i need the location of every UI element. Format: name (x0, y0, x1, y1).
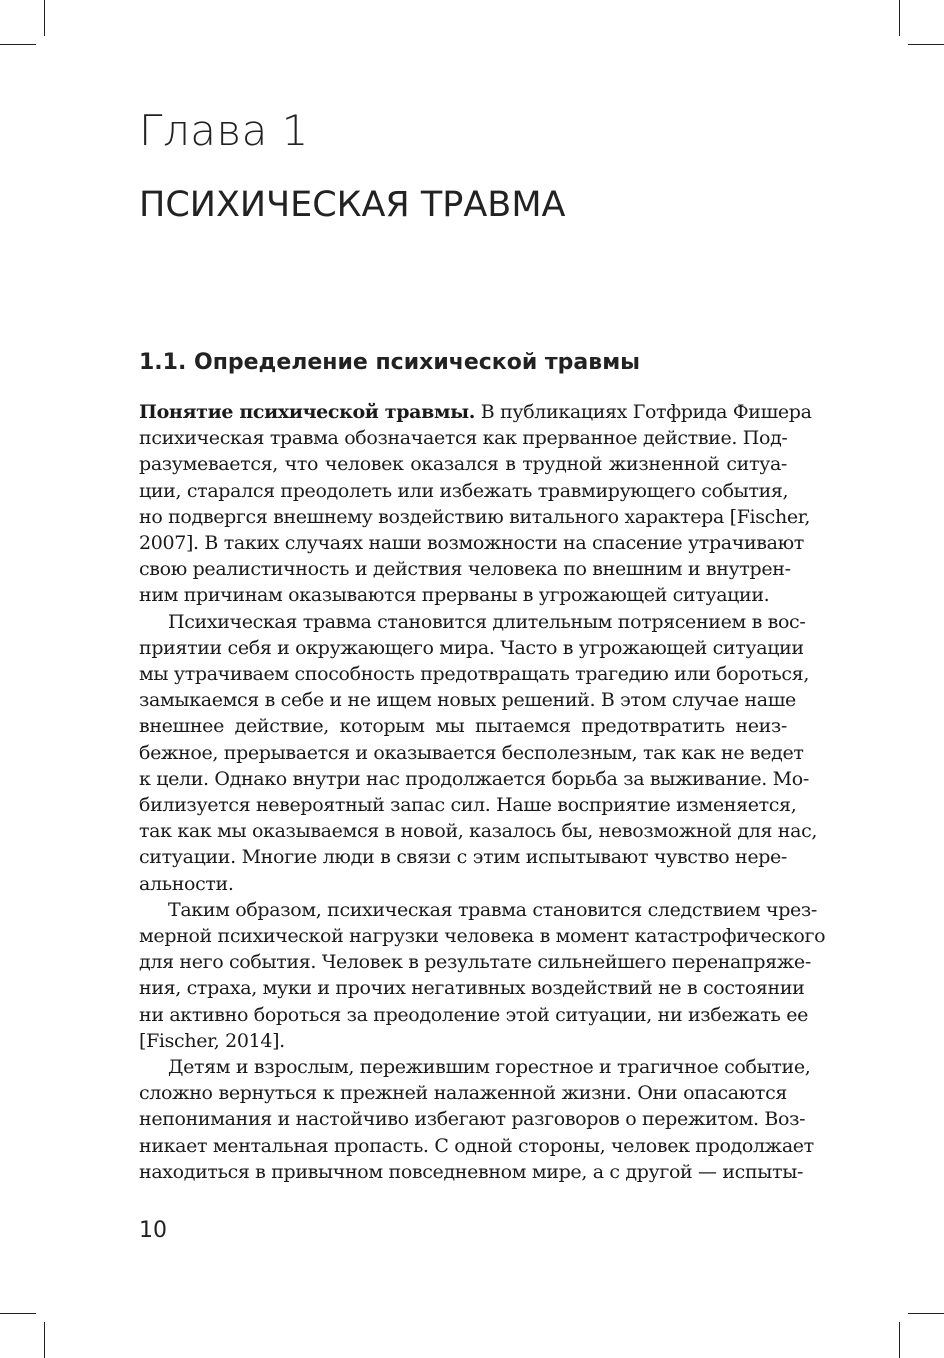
chapter-title: ПСИХИЧЕСКАЯ ТРАВМА (139, 185, 566, 225)
text-line: замыкаемся в себе и не ищем новых решений. В этом случае наше (139, 689, 796, 712)
crop-mark-top-right-vertical (899, 0, 900, 36)
crop-mark-bottom-right-vertical (899, 1322, 900, 1358)
text-line: Понятие психической травмы. В публикациях Готфрида Фишера (139, 401, 812, 423)
text-line: бежное, прерывается и оказывается бесполезным, так как не ведет (139, 741, 804, 764)
text-line: ним причинам оказываются прерваны в угрожающей ситуации. (139, 584, 770, 607)
text-line: мы утрачиваем способность предотвращать трагедию или бороться, (139, 663, 810, 686)
text-line: никает ментальная пропасть. С одной стороны, человек продолжает (139, 1134, 814, 1157)
text-line: находиться в привычном повседневном мире, а с другой — испыты- (139, 1160, 804, 1183)
text-line: ни активно бороться за преодоление этой ситуации, ни избежать ее (139, 1003, 808, 1026)
page-number: 10 (139, 1218, 167, 1243)
text-line: свою реалистичность и действия человека по внешним и внутрен- (139, 558, 791, 581)
paragraph-1 (139, 399, 812, 609)
text-line: Детям и взрослым, пережившим горестное и трагичное событие, (168, 1056, 811, 1079)
crop-mark-top-right-horizontal (908, 44, 944, 45)
crop-mark-bottom-left-vertical (44, 1322, 45, 1358)
text-line: билизуется невероятный запас сил. Наше восприятие изменяется, (139, 794, 797, 817)
text-line: сложно вернуться к прежней налаженной жизни. Они опасаются (139, 1082, 787, 1105)
crop-mark-bottom-right-horizontal (908, 1313, 944, 1314)
text-line: психическая травма обозначается как прерванное действие. Под- (139, 427, 788, 450)
text-line: к цели. Однако внутри нас продолжается борьба за выживание. Мо- (139, 767, 809, 790)
text-line: внешнее действие, которым мы пытаемся предотвратить неиз- (139, 715, 787, 738)
crop-mark-top-left-horizontal (0, 44, 36, 45)
text-line: разумевается, что человек оказался в трудной жизненной ситуа- (139, 453, 787, 476)
text-line: [Fischer, 2014]. (139, 1029, 285, 1052)
paragraph-4 (139, 1054, 814, 1185)
paragraph-lead: Понятие психической травмы. (139, 401, 476, 423)
text-line: 2007]. В таких случаях наши возможности на спасение утрачивают (139, 532, 804, 555)
body-text (139, 399, 826, 1185)
text-line: Таким образом, психическая травма становится следствием чрез- (168, 898, 818, 921)
text-line: мерной психической нагрузки человека в момент катастрофического (139, 925, 826, 948)
chapter-label: Глава 1 (139, 106, 309, 155)
text-line: так как мы оказываемся в новой, казалось бы, невозможной для нас, (139, 820, 818, 843)
text-line: ния, страха, муки и прочих негативных воздействий не в состоянии (139, 977, 805, 1000)
text-line: альности. (139, 872, 234, 895)
text-line: Психическая травма становится длительным потрясением в вос- (168, 610, 806, 633)
text-line: для него события. Человек в результате сильнейшего перенапряже- (139, 951, 811, 974)
section-heading: 1.1. Определение психической травмы (139, 350, 641, 375)
text-line: ции, старался преодолеть или избежать травмирующего события, (139, 479, 789, 502)
crop-mark-bottom-left-horizontal (0, 1313, 36, 1314)
text-line: но подвергся внешнему воздействию витального характера [Fischer, (139, 505, 811, 528)
paragraph-2 (139, 609, 818, 897)
text-line: непонимания и настойчиво избегают разговоров о пережитом. Воз- (139, 1108, 806, 1131)
text-line: приятии себя и окружающего мира. Часто в угрожающей ситуации (139, 636, 804, 659)
paragraph-3 (139, 897, 826, 1054)
text-line: ситуации. Многие люди в связи с этим испытывают чувство нере- (139, 846, 787, 869)
crop-mark-top-left-vertical (44, 0, 45, 36)
